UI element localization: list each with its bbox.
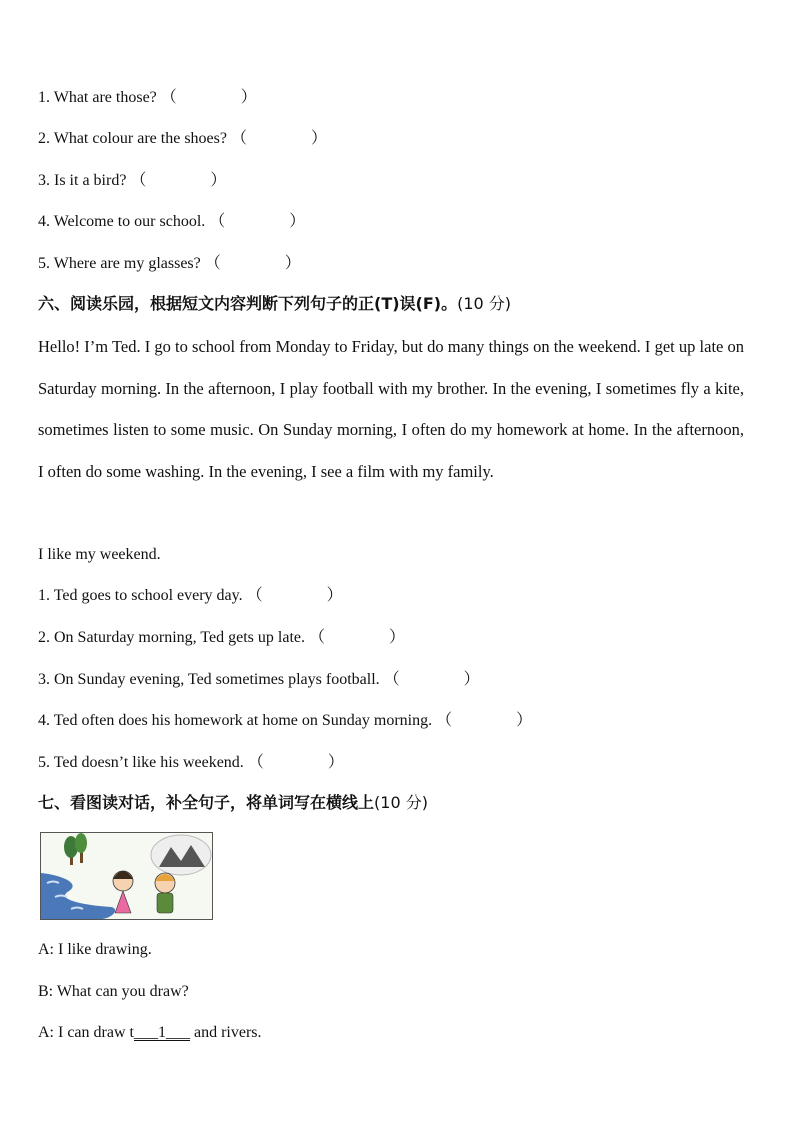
girl-hair [113,871,133,879]
tf-question: 4. Ted often does his homework at home on Sunday morning. （ ） [38,712,533,729]
reading-passage: Hello! I’m Ted. I go to school from Monday to Friday, but do many things on the weekend. I get up late on Saturday morning. In the afternoon, I play football with my brother. In the evening, I sometimes fly a kite, sometimes listen to some music. On Sunday morning, I often do my homework at home. In the afternoon, I often do some washing. In the evening, I see a film with my family. [38,337,744,481]
answer-bracket[interactable]: （ ） [230,130,327,147]
tf-question: 1. Ted goes to school every day. （ ） [38,587,343,604]
section7-heading: 七、看图读对话，补全句子，将单词写在横线上(10 分) [38,793,428,812]
matching-item: 2. What colour are the shoes? （ ） [38,130,327,147]
section6-score: (10 分) [457,294,512,313]
thought-cloud [151,835,211,875]
passage-closing: I like my weekend. [38,546,161,563]
matching-item: 3. Is it a bird? （ ） [38,172,227,189]
river-icon [41,873,115,919]
tf-question: 3. On Sunday evening, Ted sometimes plays football. （ ） [38,671,480,688]
illustration-svg [41,833,212,919]
answer-bracket[interactable]: （ ） [308,629,405,646]
girl-dress [115,891,131,913]
answer-bracket[interactable]: （ ） [204,255,301,272]
dialogue-line: B: What can you draw? [38,983,189,1000]
dialogue-illustration [40,832,213,920]
answer-bracket[interactable]: （ ） [436,712,533,729]
section6-heading: 六、阅读乐园，根据短文内容判断下列句子的正(T)误(F)。(10 分) [38,294,512,313]
boy-shirt [157,893,173,913]
answer-bracket[interactable]: （ ） [383,671,480,688]
tf-question: 5. Ted doesn’t like his weekend. （ ） [38,754,344,771]
answer-bracket[interactable]: （ ） [209,213,306,230]
tree-icon [75,833,87,853]
answer-bracket[interactable]: （ ） [247,754,344,771]
answer-bracket[interactable]: （ ） [160,89,257,106]
answer-bracket[interactable]: （ ） [246,587,343,604]
dialogue-line: A: I like drawing. [38,941,152,958]
matching-item: 5. Where are my glasses? （ ） [38,255,301,272]
section7-score: (10 分) [374,793,428,812]
boy-hair [155,874,175,881]
tf-question: 2. On Saturday morning, Ted gets up late. （ ） [38,629,405,646]
matching-item: 4. Welcome to our school. （ ） [38,213,306,230]
dialogue-line: A: I can draw t___1___ and rivers. [38,1024,262,1041]
answer-bracket[interactable]: （ ） [130,172,227,189]
fill-blank-1[interactable]: ___1___ [133,1024,190,1041]
matching-item: 1. What are those? （ ） [38,89,257,106]
